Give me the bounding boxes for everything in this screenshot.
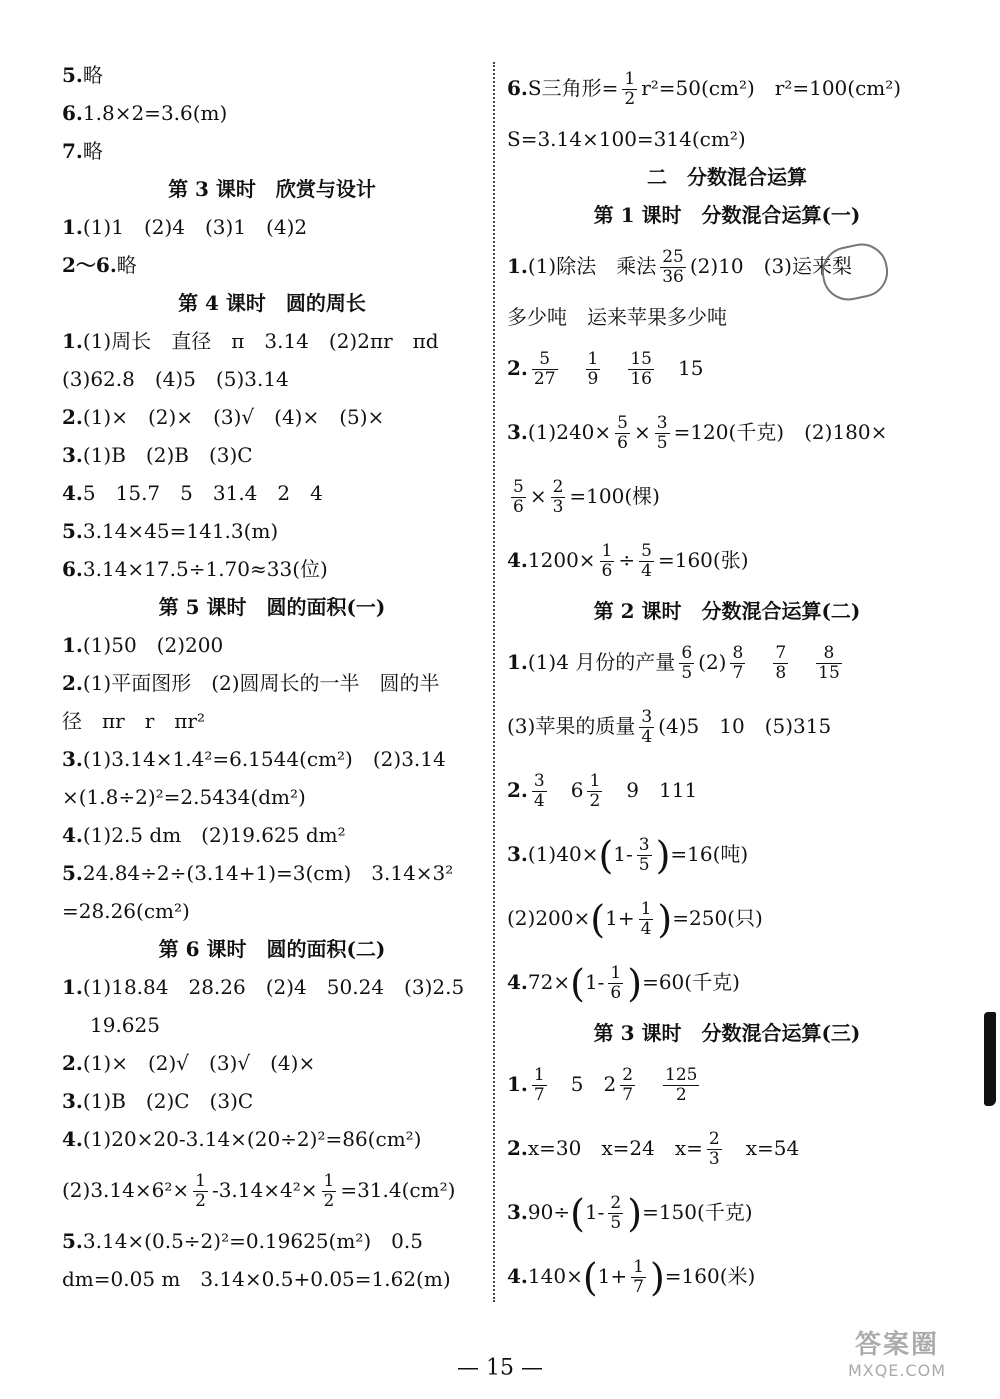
formula-text: 140× <box>527 1264 583 1288</box>
formula-text: x=30 x=24 x= <box>527 1136 703 1160</box>
denominator: 2 <box>195 1191 206 1211</box>
answer-line <box>62 132 482 170</box>
answer-text: (1)1 (2)4 (3)1 (4)2 <box>82 215 308 239</box>
answer-text: 略 <box>82 63 103 87</box>
formula-text: 1+ <box>597 1264 628 1288</box>
item-number: 2. <box>62 405 83 429</box>
fraction <box>655 414 670 452</box>
answer-line <box>62 1044 482 1082</box>
denominator: 2 <box>589 791 601 811</box>
answer-text: 5 15.7 5 31.4 2 4 <box>82 481 323 505</box>
item-number: 5. <box>62 1229 83 1253</box>
fraction <box>193 1172 208 1210</box>
numerator: 8 <box>732 643 744 664</box>
numerator: 3 <box>656 413 668 434</box>
answer-line <box>62 968 482 1006</box>
fraction <box>622 70 637 108</box>
numerator: 2 <box>622 1065 634 1086</box>
numerator: 5 <box>641 541 652 562</box>
answer-line: ×(1.8÷2)²=2.5434(dm²) <box>62 785 306 809</box>
item-number: 2. <box>62 1051 83 1075</box>
formula-text: (1)除法 乘法 <box>527 254 657 278</box>
numerator: 25 <box>662 247 684 268</box>
answer-text: 24.84÷2÷(3.14+1)=3(cm) 3.14×3² <box>82 861 454 885</box>
formula-text: 9 111 <box>626 778 698 802</box>
fraction <box>639 708 654 746</box>
numerator: 5 <box>617 413 628 434</box>
answer-line <box>62 94 482 132</box>
answer-line <box>62 56 482 94</box>
item-number: 2～6. <box>62 253 117 277</box>
answer-line <box>507 1116 947 1180</box>
item-number: 5. <box>62 63 83 87</box>
answer-line <box>62 816 482 854</box>
item-number: 1. <box>62 215 83 239</box>
item-number: 6. <box>62 557 83 581</box>
numerator: 6 <box>681 643 693 664</box>
denominator: 7 <box>533 1085 545 1105</box>
answer-text: (1)50 (2)200 <box>82 633 224 657</box>
answer-line: 多少吨 运来苹果多少吨 <box>507 305 727 329</box>
item-number: 2. <box>62 671 83 695</box>
answer-line <box>507 464 947 528</box>
item-number: 5. <box>62 519 83 543</box>
denominator: 8 <box>775 663 787 683</box>
denominator: 4 <box>533 791 545 811</box>
item-number: 1. <box>62 975 83 999</box>
answer-text: (1)3.14×1.4²=6.1544(cm²) (2)3.14 <box>82 747 446 771</box>
answer-line <box>62 1082 482 1120</box>
answer-text: (1)20×20-3.14×(20÷2)²=86(cm²) <box>82 1127 422 1151</box>
numerator: 5 <box>532 350 558 370</box>
numerator: 1 <box>589 771 601 792</box>
answer-line <box>62 208 482 246</box>
left-paren: ( <box>570 961 585 1006</box>
answer-line <box>62 398 482 436</box>
answer-line <box>62 1222 482 1260</box>
numerator: 2 <box>708 1129 720 1150</box>
denominator: 7 <box>622 1085 634 1105</box>
answer-text: 3.14×45=141.3(m) <box>82 519 279 543</box>
watermark-text: 答案圈 <box>854 1330 939 1360</box>
answer-line <box>62 1120 482 1158</box>
answer-text: 1.8×2=3.6(m) <box>82 101 228 125</box>
answer-line <box>62 664 482 702</box>
formula-text: 15 <box>678 356 704 380</box>
answer-text: 3.14×(0.5÷2)²=0.19625(m²) 0.5 <box>82 1229 423 1253</box>
formula-text: =60(千克) <box>642 970 740 994</box>
answer-line: S=3.14×100=314(cm²) <box>507 127 746 151</box>
formula-text: 1- <box>584 1200 605 1224</box>
fraction <box>679 644 694 682</box>
item-number: 1. <box>62 329 83 353</box>
item-number: 4. <box>62 823 83 847</box>
right-paren: ) <box>655 833 671 878</box>
left-column <box>62 56 482 1298</box>
numerator: 3 <box>533 771 545 792</box>
right-paren: ) <box>657 897 673 942</box>
numerator: 125 <box>665 1065 698 1086</box>
answer-line <box>507 1052 947 1116</box>
formula-text: 5 <box>570 1072 584 1096</box>
fraction <box>637 836 652 874</box>
answer-line <box>507 886 947 950</box>
formula-text: =31.4(cm²) <box>340 1178 456 1202</box>
denominator: 36 <box>662 267 684 287</box>
denominator: 7 <box>732 663 744 683</box>
fraction <box>620 1066 635 1104</box>
fraction <box>532 350 558 388</box>
lesson-heading: 第 5 课时 圆的面积(一) <box>158 595 386 619</box>
lesson-heading: 第 6 课时 圆的面积(二) <box>158 937 386 961</box>
lesson-heading: 第 3 课时 欣赏与设计 <box>168 177 376 201</box>
item-number: 3. <box>62 1089 83 1113</box>
denominator: 7 <box>633 1277 644 1297</box>
formula-text: 90÷ <box>527 1200 571 1224</box>
denominator: 27 <box>533 369 556 389</box>
item-number: 3. <box>507 842 528 866</box>
fraction <box>587 772 602 810</box>
formula-text: 1+ <box>605 906 635 930</box>
answer-text: (1)× (2)× (3)√ (4)× (5)× <box>82 405 385 429</box>
formula-text: (2)200× <box>507 906 591 930</box>
formula-text: 1200× <box>527 548 596 572</box>
answer-line <box>507 1180 947 1244</box>
fraction <box>663 1066 699 1104</box>
column-divider <box>493 62 495 1302</box>
denominator: 6 <box>610 983 622 1003</box>
numerator: 3 <box>641 707 653 728</box>
answer-text: (1)2.5 dm (2)19.625 dm² <box>82 823 346 847</box>
fraction <box>600 542 615 580</box>
item-number: 1. <box>62 633 83 657</box>
formula-text: =160(张) <box>657 548 749 572</box>
item-number: 3. <box>507 420 528 444</box>
numerator: 2 <box>552 477 564 498</box>
item-number: 2. <box>507 356 528 380</box>
answer-line <box>62 474 482 512</box>
right-paren: ) <box>649 1255 665 1300</box>
answer-line <box>507 400 947 464</box>
watermark-logo <box>822 1324 972 1386</box>
page-number: — 15 — <box>457 1355 543 1381</box>
answer-line <box>62 246 482 284</box>
fraction <box>631 1258 646 1296</box>
formula-text: (1)40× <box>527 842 599 866</box>
formula-text: (1)240× <box>527 420 612 444</box>
formula-text: 72× <box>527 970 571 994</box>
denominator: 9 <box>587 369 599 389</box>
denominator: 3 <box>708 1149 720 1169</box>
numerator: 1 <box>610 963 622 984</box>
fraction <box>816 644 842 682</box>
fraction <box>608 964 623 1002</box>
denominator: 16 <box>630 369 652 389</box>
formula-text: 1- <box>584 970 605 994</box>
formula-text: (2)3.14×6²× <box>62 1178 190 1202</box>
left-paren: ( <box>590 897 606 942</box>
right-paren: ) <box>627 1191 643 1236</box>
fraction <box>730 644 745 682</box>
answer-text: 3.14×17.5÷1.70≈33(位) <box>82 557 328 581</box>
fraction <box>511 478 526 516</box>
numerator: 1 <box>533 1065 545 1086</box>
denominator: 5 <box>681 663 693 683</box>
answer-text: (1)18.84 28.26 (2)4 50.24 (3)2.5 <box>82 975 465 999</box>
fraction <box>773 644 788 682</box>
formula-text: r²=50(cm²) r²=100(cm²) <box>641 76 902 100</box>
numerator: 1 <box>323 1171 335 1192</box>
answer-line: =28.26(cm²) <box>62 899 190 923</box>
numerator: 7 <box>775 643 787 664</box>
fraction <box>608 1194 623 1232</box>
whole-number: 2 <box>603 1072 617 1096</box>
item-number: 3. <box>62 747 83 771</box>
fraction <box>639 900 654 938</box>
answer-line <box>62 436 482 474</box>
ink-blot-mark <box>984 1012 996 1106</box>
formula-text: ÷ <box>618 548 636 572</box>
formula-text: (2) <box>698 650 727 674</box>
denominator: 5 <box>610 1213 622 1233</box>
watermark-url: MXQE.COM <box>847 1361 947 1380</box>
answer-line: 径 πr r πr² <box>62 709 205 733</box>
answer-text: (1)B (2)C (3)C <box>82 1089 254 1113</box>
item-number: 3. <box>62 443 83 467</box>
item-number: 1. <box>507 254 528 278</box>
formula-text: (3)苹果的质量 <box>507 714 636 738</box>
fraction <box>639 542 654 580</box>
formula-text: S三角形= <box>527 76 619 100</box>
item-number: 3. <box>507 1200 528 1224</box>
answer-line <box>507 630 947 694</box>
numerator: 1 <box>640 899 652 920</box>
numerator: 1 <box>195 1171 206 1192</box>
formula-text: (1)4 月份的产量 <box>527 650 676 674</box>
fraction <box>551 478 566 516</box>
answer-line <box>62 512 482 550</box>
answer-line <box>507 694 947 758</box>
answer-text: 略 <box>116 253 137 277</box>
whole-number: 6 <box>570 778 584 802</box>
left-paren: ( <box>582 1255 598 1300</box>
denominator: 4 <box>640 919 652 939</box>
answer-line: 19.625 <box>90 1013 160 1037</box>
item-number: 5. <box>62 861 83 885</box>
formula-text: (2)10 (3)运来梨 <box>689 254 852 278</box>
right-paren: ) <box>627 961 643 1006</box>
lesson-heading: 第 4 课时 圆的周长 <box>178 291 366 315</box>
formula-text: =160(米) <box>664 1264 756 1288</box>
denominator: 3 <box>552 497 564 517</box>
answer-line <box>62 1158 482 1222</box>
item-number: 7. <box>62 139 83 163</box>
formula-text: =16(吨) <box>670 842 749 866</box>
answer-line <box>507 758 947 822</box>
numerator: 1 <box>587 349 599 370</box>
lesson-heading: 第 3 课时 分数混合运算(三) <box>593 1021 861 1045</box>
fraction <box>586 350 601 388</box>
denominator: 2 <box>675 1085 687 1105</box>
formula-text: =150(千克) <box>642 1200 753 1224</box>
formula-text: =100(棵) <box>569 484 660 508</box>
answer-line: (3)62.8 (4)5 (5)3.14 <box>62 367 289 391</box>
denominator: 6 <box>513 497 524 517</box>
denominator: 4 <box>641 727 653 747</box>
denominator: 4 <box>641 561 652 581</box>
numerator: 8 <box>816 644 842 664</box>
answer-line <box>507 822 947 886</box>
answer-text: (1)平面图形 (2)圆周长的一半 圆的半 <box>82 671 440 695</box>
formula-text: =120(千克) (2)180× <box>673 420 888 444</box>
denominator: 5 <box>638 855 650 875</box>
denominator: 5 <box>656 433 668 453</box>
unit-heading: 二 分数混合运算 <box>647 165 807 189</box>
answer-line <box>62 322 482 360</box>
item-number: 6. <box>507 76 528 100</box>
item-number: 4. <box>507 970 528 994</box>
item-number: 2. <box>507 778 528 802</box>
answer-text: (1)× (2)√ (3)√ (4)× <box>82 1051 316 1075</box>
denominator: 6 <box>617 433 628 453</box>
fraction <box>628 350 654 388</box>
lesson-heading: 第 2 课时 分数混合运算(二) <box>593 599 861 623</box>
fraction <box>707 1130 722 1168</box>
formula-text: × <box>633 420 651 444</box>
formula-text: =250(只) <box>672 906 763 930</box>
numerator: 1 <box>633 1257 644 1278</box>
denominator: 15 <box>818 663 840 683</box>
numerator: 3 <box>638 835 650 856</box>
item-number: 4. <box>62 1127 83 1151</box>
formula-text: 1- <box>613 842 633 866</box>
item-number: 1. <box>507 650 528 674</box>
formula-text: -3.14×4²× <box>211 1178 318 1202</box>
answer-line <box>507 56 947 120</box>
fraction <box>660 248 686 286</box>
item-number: 4. <box>507 1264 528 1288</box>
answer-line <box>507 336 947 400</box>
denominator: 6 <box>601 561 613 581</box>
answer-text: (1)B (2)B (3)C <box>82 443 253 467</box>
item-number: 1. <box>507 1072 528 1096</box>
fraction <box>615 414 630 452</box>
answer-line: dm=0.05 m 3.14×0.5+0.05=1.62(m) <box>62 1267 451 1291</box>
page-number-value: 15 <box>486 1355 514 1381</box>
left-paren: ( <box>570 1191 585 1236</box>
formula-text: (4)5 10 (5)315 <box>658 714 832 738</box>
answer-line <box>62 740 482 778</box>
left-paren: ( <box>598 833 614 878</box>
answer-line <box>507 950 947 1014</box>
answer-line <box>62 626 482 664</box>
item-number: 6. <box>62 101 83 125</box>
numerator: 1 <box>624 69 636 90</box>
item-number: 4. <box>62 481 83 505</box>
answer-text: (1)周长 直径 π 3.14 (2)2πr πd <box>82 329 439 353</box>
answer-text: 略 <box>82 139 103 163</box>
right-column <box>507 56 947 1308</box>
fraction <box>322 1172 337 1210</box>
answer-line <box>62 550 482 588</box>
lesson-heading: 第 1 课时 分数混合运算(一) <box>593 203 861 227</box>
formula-text: × <box>529 484 547 508</box>
denominator: 2 <box>624 89 636 109</box>
answer-line <box>62 854 482 892</box>
fraction <box>532 772 547 810</box>
item-number: 4. <box>507 548 528 572</box>
numerator: 5 <box>513 477 524 498</box>
fraction <box>532 1066 547 1104</box>
numerator: 15 <box>630 349 652 370</box>
denominator: 2 <box>323 1191 335 1211</box>
formula-text: x=54 <box>745 1136 800 1160</box>
numerator: 2 <box>610 1193 622 1214</box>
numerator: 1 <box>601 541 613 562</box>
answer-line <box>507 528 947 592</box>
answer-line <box>507 1244 947 1308</box>
item-number: 2. <box>507 1136 528 1160</box>
